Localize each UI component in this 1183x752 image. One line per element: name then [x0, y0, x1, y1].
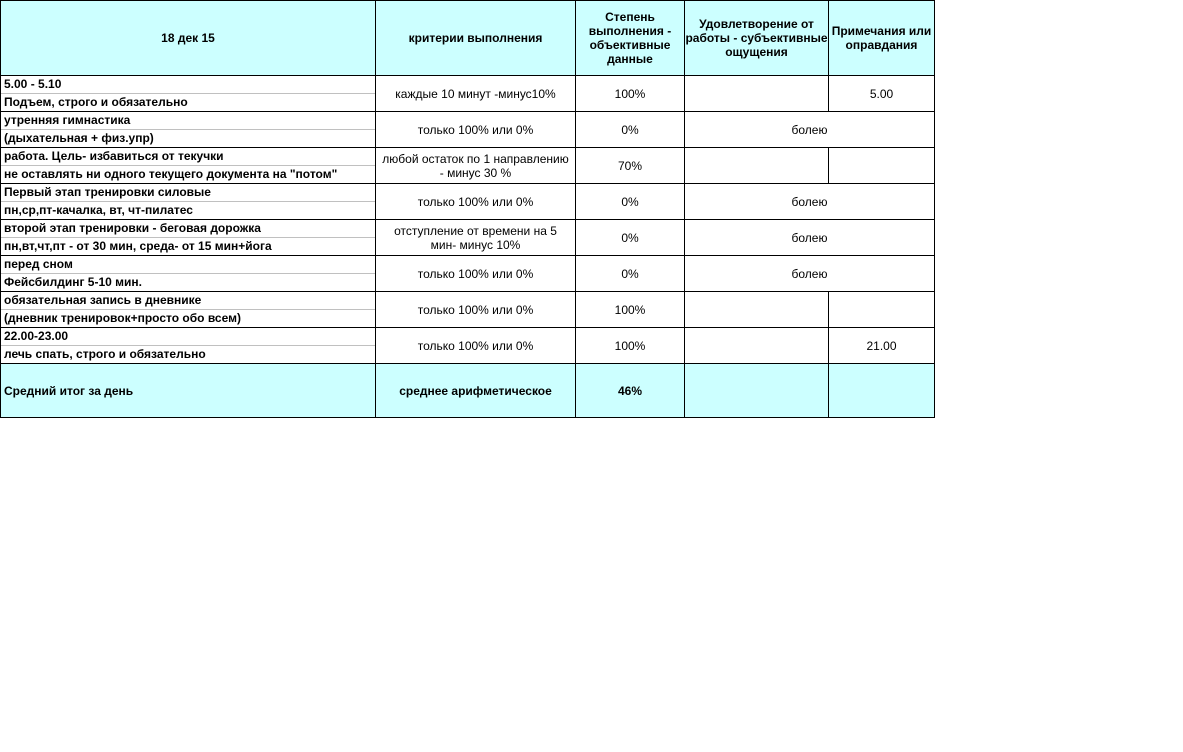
criteria-cell[interactable]: только 100% или 0% [376, 184, 576, 220]
task-cell[interactable] [1, 220, 376, 256]
degree-cell[interactable]: 100% [576, 292, 685, 328]
task-cell[interactable] [1, 148, 376, 184]
merged-note-cell[interactable]: болею [685, 184, 935, 220]
criteria-cell[interactable]: любой остаток по 1 направлению - минус 30 % [376, 148, 576, 184]
degree-cell[interactable]: 0% [576, 256, 685, 292]
table-row [1, 112, 935, 148]
table-row [1, 148, 935, 184]
task-cell[interactable] [1, 112, 376, 148]
task-cell[interactable] [1, 76, 376, 112]
notes-cell[interactable]: 5.00 [829, 76, 935, 112]
task-line-1: Первый этап тренировки силовые [1, 184, 375, 202]
summary-satisfaction[interactable] [685, 364, 829, 418]
criteria-cell[interactable]: каждые 10 минут -минус10% [376, 76, 576, 112]
criteria-cell[interactable]: отступление от времени на 5 мин- минус 10% [376, 220, 576, 256]
degree-cell[interactable]: 0% [576, 112, 685, 148]
header-degree[interactable]: Степень выполнения - объективные данные [576, 1, 685, 76]
criteria-cell[interactable]: только 100% или 0% [376, 292, 576, 328]
task-line-2: (дыхательная + физ.упр) [4, 131, 154, 145]
header-notes[interactable]: Примечания или оправдания [829, 1, 935, 76]
summary-notes[interactable] [829, 364, 935, 418]
header-criteria[interactable]: критерии выполнения [376, 1, 576, 76]
satisfaction-cell[interactable] [685, 292, 829, 328]
degree-cell[interactable]: 70% [576, 148, 685, 184]
header-date[interactable]: 18 дек 15 [1, 1, 376, 76]
task-line-1: работа. Цель- избавиться от текучки [1, 148, 375, 166]
notes-cell[interactable] [829, 292, 935, 328]
summary-criteria[interactable]: среднее арифметическое [376, 364, 576, 418]
notes-cell[interactable]: 21.00 [829, 328, 935, 364]
notes-cell[interactable] [829, 148, 935, 184]
merged-note-cell[interactable]: болею [685, 112, 935, 148]
summary-row [1, 364, 935, 418]
summary-degree[interactable]: 46% [576, 364, 685, 418]
task-cell[interactable] [1, 328, 376, 364]
task-cell[interactable] [1, 256, 376, 292]
header-satisfaction[interactable]: Удовлетворение от работы - субъективные ощущения [685, 1, 829, 76]
degree-cell[interactable]: 100% [576, 76, 685, 112]
table-row [1, 328, 935, 364]
criteria-cell[interactable]: только 100% или 0% [376, 112, 576, 148]
table-row [1, 256, 935, 292]
task-cell[interactable] [1, 292, 376, 328]
degree-cell[interactable]: 0% [576, 220, 685, 256]
task-line-2: лечь спать, строго и обязательно [4, 347, 206, 361]
task-line-2: (дневник тренировок+просто обо всем) [4, 311, 241, 325]
degree-cell[interactable]: 0% [576, 184, 685, 220]
task-line-2: Фейсбилдинг 5-10 мин. [4, 275, 142, 289]
table-row [1, 76, 935, 112]
task-line-1: 5.00 - 5.10 [1, 76, 375, 94]
table-row [1, 220, 935, 256]
header-row [1, 1, 935, 76]
satisfaction-cell[interactable] [685, 76, 829, 112]
table-row [1, 292, 935, 328]
task-line-2: не оставлять ни одного текущего документа на "потом" [4, 167, 338, 181]
satisfaction-cell[interactable] [685, 328, 829, 364]
satisfaction-cell[interactable] [685, 148, 829, 184]
task-line-1: перед сном [1, 256, 375, 274]
criteria-cell[interactable]: только 100% или 0% [376, 328, 576, 364]
merged-note-cell[interactable]: болею [685, 220, 935, 256]
criteria-cell[interactable]: только 100% или 0% [376, 256, 576, 292]
merged-note-cell[interactable]: болею [685, 256, 935, 292]
degree-cell[interactable]: 100% [576, 328, 685, 364]
task-line-1: 22.00-23.00 [1, 328, 375, 346]
table-row [1, 184, 935, 220]
task-line-2: Подъем, строго и обязательно [4, 95, 188, 109]
daily-tracker-table [0, 0, 935, 418]
task-cell[interactable] [1, 184, 376, 220]
task-line-2: пн,вт,чт,пт - от 30 мин, среда- от 15 мин+йога [4, 239, 272, 253]
task-line-1: утренняя гимнастика [1, 112, 375, 130]
summary-label[interactable]: Средний итог за день [1, 364, 376, 418]
task-line-1: второй этап тренировки - беговая дорожка [1, 220, 375, 238]
task-line-2: пн,ср,пт-качалка, вт, чт-пилатес [4, 203, 193, 217]
task-line-1: обязательная запись в дневнике [1, 292, 375, 310]
